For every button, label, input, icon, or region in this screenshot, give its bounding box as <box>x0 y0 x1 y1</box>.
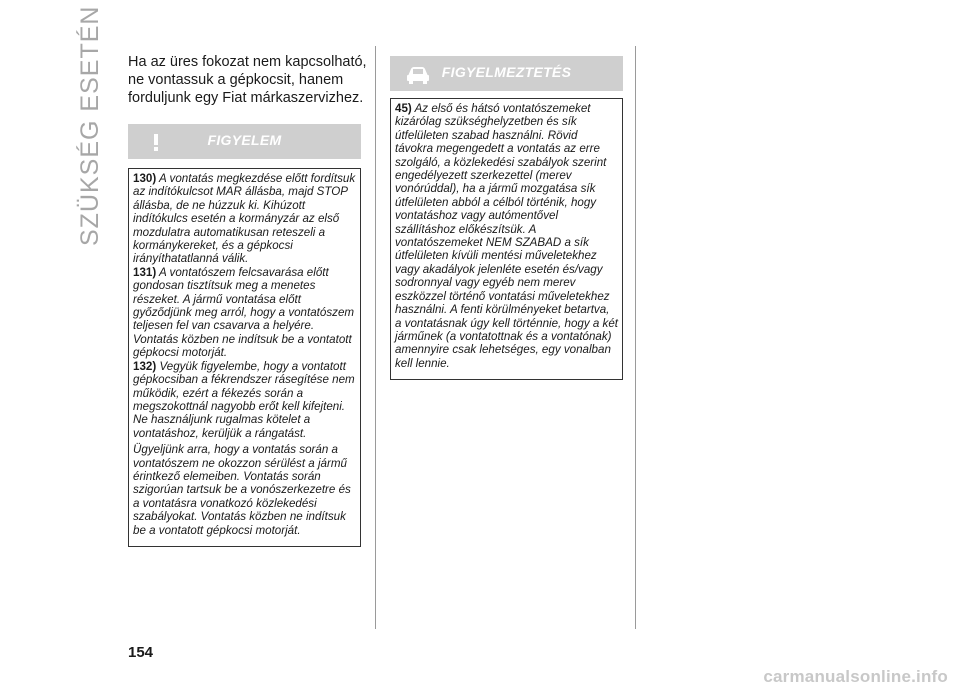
warning-paragraph-text: Ügyeljünk arra, hogy a vontatás során a vontatószem ne okozzon sérülést a jármű érintkező elemeiben. Vontatás során szigorúan tartsuk be a vonószerkezetre és a vontatásra vonatkozó közlekedési szabályokat. Vontatás közben ne indítsuk be a vontatott gépkocsi motorját. <box>133 443 351 537</box>
warning-paragraph-text: Vegyük figyelembe, hogy a vontatott gépkocsiban a fékrendszer rásegítése nem működik, ezért a fékezés során a megszokottnál nagyobb erőt kell kifejteni. Ne használjunk rugalmas kötelet a vontatáshoz, kerüljük a rángatást. <box>133 359 355 440</box>
warning-box-header <box>128 124 361 159</box>
caution-paragraph-number: 45) <box>395 102 412 115</box>
caution-box-body <box>390 98 623 380</box>
warning-box-title: FIGYELEM <box>207 132 282 148</box>
caution-box-title: FIGYELMEZTETÉS <box>441 64 572 80</box>
warning-paragraph-text: A vontatószem felcsavarása előtt gondosan tisztítsuk meg a menetes részeket. A jármű vontatása előtt győződjünk meg arról, hogy a vontatószem teljesen fel van csavarva a helyére. Vontatás közben ne indítsuk be a vontatott gépkocsi motorját. <box>133 265 355 360</box>
caution-paragraph-text: Az első és hátsó vontatószemeket kizárólag szükséghelyzetben és sík útfelületen szabad használni. Rövid távokra megengedett a vontatás az erre szolgáló, a közlekedési szabályok szerint engedélyezett szerkezettel (merev vonórúddal), ha a jármű mozgatása sík útfelületen abból a célból történik, hogy vontatáshoz vagy autómentővel szállításhoz előkészítsük. A vontatószemeket NEM SZABAD a sík útfelületen kívüli mentési műveletekhez vagy akadályok jelenléte esetén és/vagy sodronnyal vagy egyéb nem merev eszközzel történő vontatási műveletekhez használni. A fenti körülményeket betartva, a vontatásnak úgy kell történnie, hogy a két járműnek (a vontatottnak és a vontatónak) amennyire csak lehetséges, egy vonalban kell lennie. <box>395 102 618 370</box>
warning-paragraph <box>133 360 356 440</box>
column-divider-2 <box>635 46 636 629</box>
caution-box-header <box>390 56 623 91</box>
warning-paragraph-text: A vontatás megkezdése előtt fordítsuk az indítókulcsot MAR állásba, majd STOP állásba, de ne húzzuk ki. Kihúzott indítókulcs esetén a kormányzár az első mozdulatra automatikusan reteszeli a kormánykereket, és a gépkocsi irányíthatatlanná válik. <box>133 172 356 266</box>
warning-box-body <box>128 168 361 547</box>
page-number: 154 <box>128 644 154 661</box>
warning-paragraph <box>133 172 356 266</box>
caution-paragraph <box>395 102 618 370</box>
warning-paragraph-number: 131) <box>133 265 157 279</box>
column-divider-1 <box>375 46 376 629</box>
warning-paragraph-number: 130) <box>133 172 157 185</box>
warning-paragraph <box>133 266 356 360</box>
watermark: carmanualsonline.info <box>763 667 948 686</box>
section-side-title-text: SZÜKSÉG ESETÉN <box>76 5 104 246</box>
section-side-title <box>68 5 108 250</box>
warning-paragraph <box>133 443 356 537</box>
intro-paragraph: Ha az üres fokozat nem kapcsolható, ne vontassuk a gépkocsit, hanem forduljunk egy Fiat márkaszervizhez. <box>128 54 367 106</box>
warning-paragraph-number: 132) <box>133 359 157 373</box>
